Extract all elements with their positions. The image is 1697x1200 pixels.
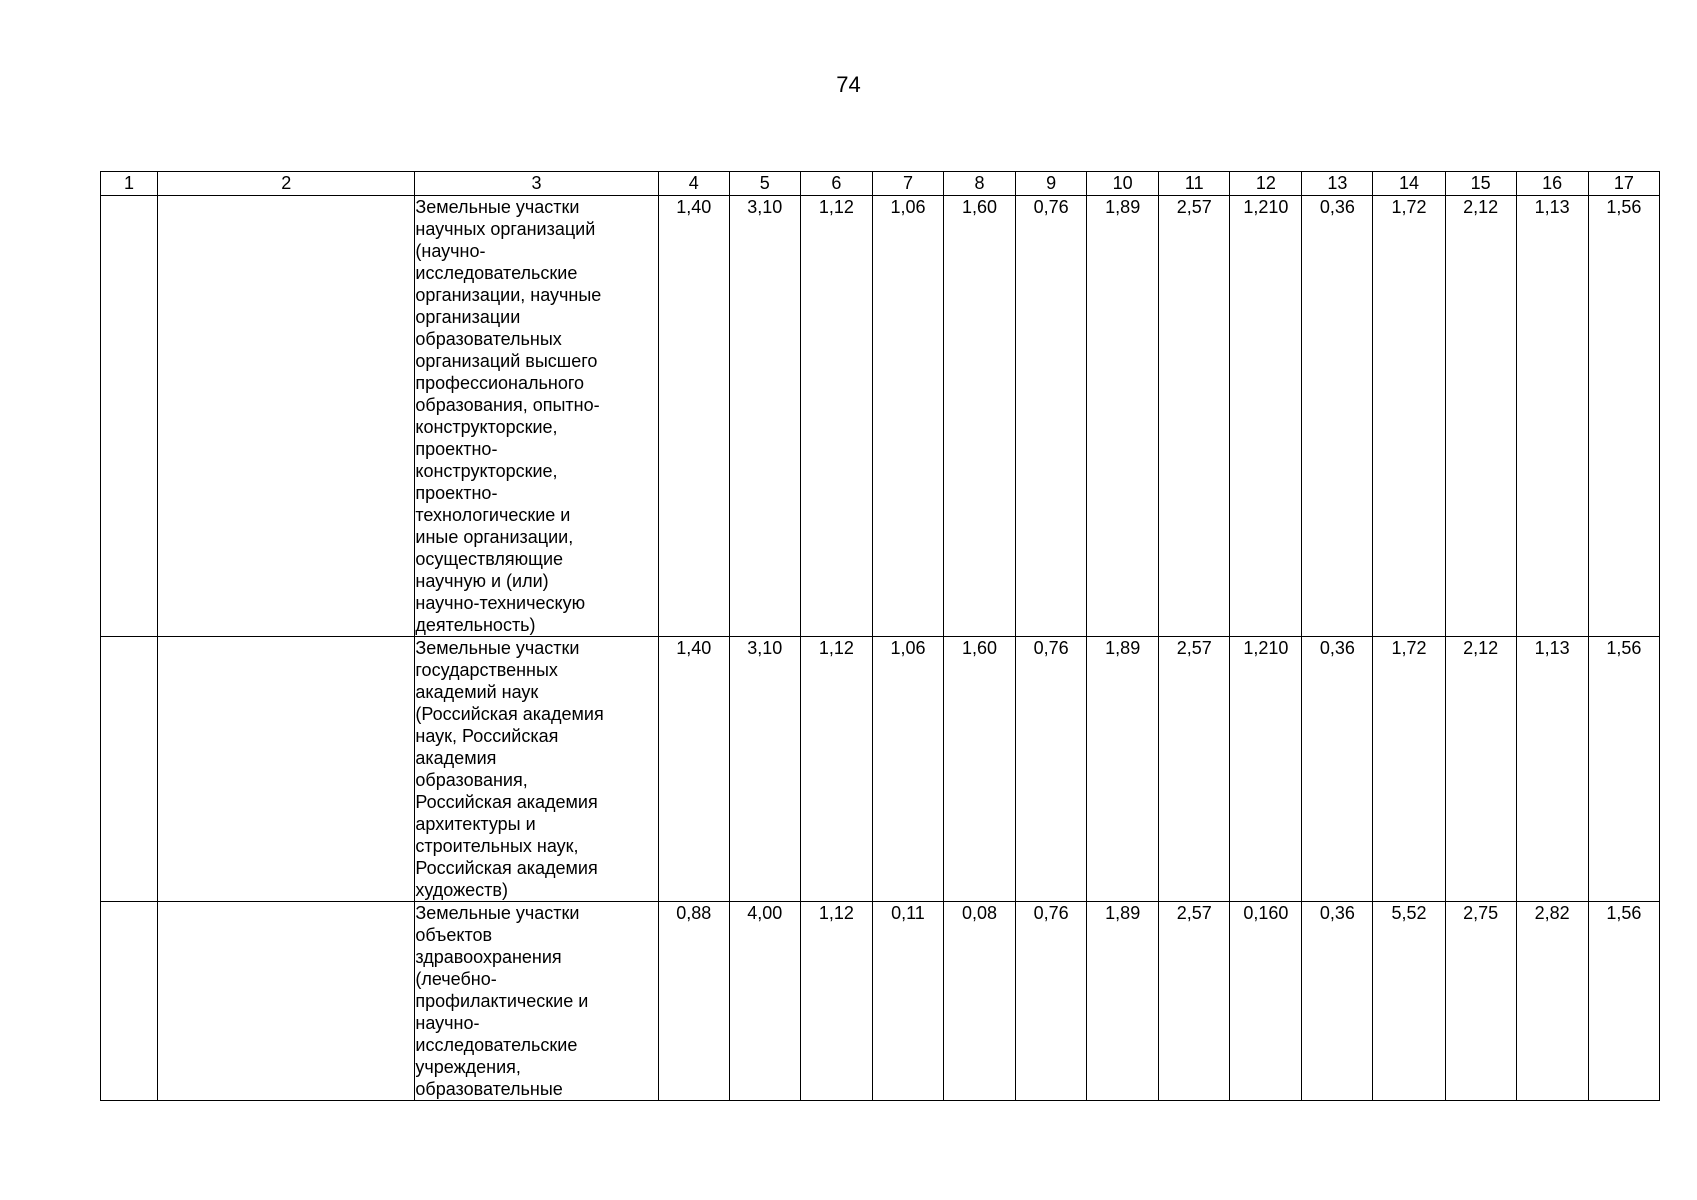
description-line: проектно- <box>415 439 498 459</box>
column-header: 2 <box>158 172 415 196</box>
column-header: 1 <box>101 172 158 196</box>
description-line: организаций высшего <box>415 351 598 371</box>
column-header: 7 <box>872 172 943 196</box>
coefficient-cell: 2,57 <box>1159 637 1230 902</box>
description-line: организации <box>415 307 521 327</box>
coefficient-cell: 3,10 <box>729 637 800 902</box>
column-header: 11 <box>1159 172 1230 196</box>
coefficient-cell: 1,60 <box>944 196 1016 637</box>
coefficient-cell: 2,57 <box>1159 902 1230 1101</box>
coefficient-cell: 1,56 <box>1588 637 1659 902</box>
description-line: академия <box>415 748 497 768</box>
column-header: 16 <box>1516 172 1588 196</box>
land-use-description-cell <box>415 196 658 637</box>
column-header: 12 <box>1230 172 1302 196</box>
description-line: Земельные участки <box>415 903 580 923</box>
description-line: образования, опытно- <box>415 395 600 415</box>
column-header: 17 <box>1588 172 1659 196</box>
coefficient-cell: 0,76 <box>1016 637 1087 902</box>
header-row <box>101 172 1660 196</box>
description-line: профилактические и <box>415 991 589 1011</box>
description-line: исследовательские <box>415 1035 578 1055</box>
coefficient-cell: 1,72 <box>1373 196 1445 637</box>
row-number-cell <box>101 902 158 1101</box>
column-header: 8 <box>944 172 1016 196</box>
coefficient-cell: 0,08 <box>944 902 1016 1101</box>
table-row <box>101 902 1660 1101</box>
column-header: 4 <box>658 172 729 196</box>
description-line: Земельные участки <box>415 197 580 217</box>
description-line: исследовательские <box>415 263 578 283</box>
coefficient-cell: 1,13 <box>1516 637 1588 902</box>
coefficient-cell: 1,13 <box>1516 196 1588 637</box>
description-line: Российская академия <box>415 792 598 812</box>
coefficient-cell: 2,12 <box>1445 196 1516 637</box>
coefficient-cell: 1,56 <box>1588 902 1659 1101</box>
description-line: Российская академия <box>415 858 598 878</box>
coefficient-cell: 2,75 <box>1445 902 1516 1101</box>
land-use-description-cell <box>415 902 658 1101</box>
row-number-cell <box>101 196 158 637</box>
description-line: образовательных <box>415 329 562 349</box>
description-line: организации, научные <box>415 285 602 305</box>
coefficient-cell: 1,06 <box>872 637 943 902</box>
coefficient-cell: 1,40 <box>658 196 729 637</box>
description-line: (Российская академия <box>415 704 604 724</box>
description-line: образования, <box>415 770 528 790</box>
column-header: 9 <box>1016 172 1087 196</box>
page-number: 74 <box>836 72 861 97</box>
column-header: 5 <box>729 172 800 196</box>
coefficient-cell: 0,88 <box>658 902 729 1101</box>
category-cell <box>158 902 415 1101</box>
row-number-cell <box>101 637 158 902</box>
column-header: 15 <box>1445 172 1516 196</box>
coefficient-cell: 1,210 <box>1230 637 1302 902</box>
coefficient-cell: 1,06 <box>872 196 943 637</box>
column-header: 6 <box>800 172 872 196</box>
category-cell <box>158 196 415 637</box>
coefficient-cell: 0,36 <box>1302 637 1373 902</box>
coefficient-cell: 1,89 <box>1087 902 1159 1101</box>
description-line: наук, Российская <box>415 726 559 746</box>
category-cell <box>158 637 415 902</box>
description-line: научных организаций <box>415 219 596 239</box>
coefficient-cell: 0,36 <box>1302 902 1373 1101</box>
coefficient-cell: 1,12 <box>800 902 872 1101</box>
coefficient-cell: 0,36 <box>1302 196 1373 637</box>
coefficient-cell: 1,89 <box>1087 637 1159 902</box>
description-line: (научно- <box>415 241 486 261</box>
description-line: конструкторские, <box>415 417 558 437</box>
description-line: здравоохранения <box>415 947 562 967</box>
description-line: профессионального <box>415 373 585 393</box>
description-line: учреждения, <box>415 1057 521 1077</box>
coefficient-cell: 0,160 <box>1230 902 1302 1101</box>
description-line: архитектуры и <box>415 814 536 834</box>
description-line: строительных наук, <box>415 836 579 856</box>
table-row <box>101 637 1660 902</box>
description-line: государственных <box>415 660 558 680</box>
description-line: научно-техническую <box>415 593 586 613</box>
coefficient-cell: 2,57 <box>1159 196 1230 637</box>
coefficient-cell: 1,40 <box>658 637 729 902</box>
coefficient-cell: 1,72 <box>1373 637 1445 902</box>
land-use-description-cell <box>415 637 658 902</box>
description-line: академий наук <box>415 682 539 702</box>
column-header: 3 <box>415 172 658 196</box>
column-header: 10 <box>1087 172 1159 196</box>
description-line: Земельные участки <box>415 638 580 658</box>
coefficient-cell: 1,89 <box>1087 196 1159 637</box>
description-line: осуществляющие <box>415 549 564 569</box>
coefficient-cell: 3,10 <box>729 196 800 637</box>
description-line: деятельность) <box>415 615 536 635</box>
description-line: технологические и <box>415 505 571 525</box>
coefficient-cell: 1,12 <box>800 196 872 637</box>
description-line: образовательные <box>415 1079 563 1099</box>
description-line: проектно- <box>415 483 498 503</box>
coefficient-cell: 0,11 <box>872 902 943 1101</box>
description-line: конструкторские, <box>415 461 558 481</box>
table-row <box>101 196 1660 637</box>
description-line: научную и (или) <box>415 571 549 591</box>
coefficient-cell: 1,12 <box>800 637 872 902</box>
coefficient-cell: 0,76 <box>1016 196 1087 637</box>
column-header: 14 <box>1373 172 1445 196</box>
coefficient-cell: 2,12 <box>1445 637 1516 902</box>
coefficient-cell: 0,76 <box>1016 902 1087 1101</box>
description-line: научно- <box>415 1013 480 1033</box>
coefficient-cell: 5,52 <box>1373 902 1445 1101</box>
coefficient-cell: 1,210 <box>1230 196 1302 637</box>
description-line: художеств) <box>415 880 508 900</box>
column-header: 13 <box>1302 172 1373 196</box>
description-line: (лечебно- <box>415 969 497 989</box>
coefficients-table <box>100 171 1660 1101</box>
description-line: иные организации, <box>415 527 574 547</box>
coefficient-cell: 4,00 <box>729 902 800 1101</box>
description-line: объектов <box>415 925 493 945</box>
coefficient-cell: 1,56 <box>1588 196 1659 637</box>
coefficient-cell: 1,60 <box>944 637 1016 902</box>
coefficient-cell: 2,82 <box>1516 902 1588 1101</box>
